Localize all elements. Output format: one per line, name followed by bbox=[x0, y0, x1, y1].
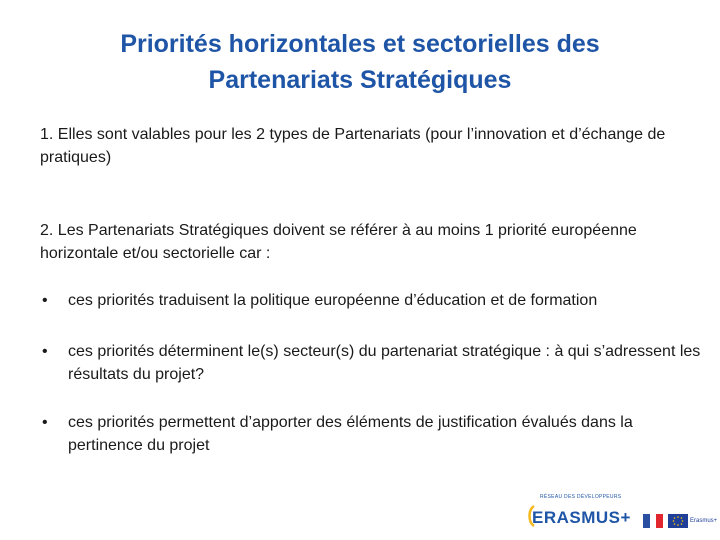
eu-program-label: Erasmus+ bbox=[690, 518, 718, 524]
bullet-dot: • bbox=[42, 414, 48, 431]
network-label: RÉSEAU DES DÉVELOPPEURS bbox=[540, 494, 622, 500]
bullet-text: ces priorités permettent d’apporter des éléments de justification évalués dans la pertinence du projet bbox=[68, 414, 633, 454]
bullet-text: ces priorités déterminent le(s) secteur(s) du partenariat stratégique : à qui s’adressent les résultats du projet? bbox=[68, 343, 701, 383]
paragraph-2: 2. Les Partenariats Stratégiques doivent se référer à au moins 1 priorité européenne horizontale et/ou sectorielle car : bbox=[40, 222, 637, 262]
erasmus-plus: + bbox=[620, 508, 631, 527]
erasmus-text: ERASMUS bbox=[532, 508, 621, 527]
bullet-dot: • bbox=[42, 343, 48, 360]
paragraph-1: 1. Elles sont valables pour les 2 types de Partenariats (pour l’innovation et d’échange de pratiques) bbox=[40, 126, 666, 166]
erasmus-logo bbox=[532, 508, 631, 528]
footer-logos bbox=[520, 492, 720, 538]
title-line-2: Partenariats Stratégiques bbox=[208, 66, 512, 94]
bullet-text: ces priorités traduisent la politique européenne d’éducation et de formation bbox=[68, 292, 598, 309]
slide-title bbox=[40, 26, 680, 98]
french-republic-flag-icon bbox=[643, 514, 663, 528]
title-line-1: Priorités horizontales et sectorielles des bbox=[120, 30, 600, 58]
bullet-dot: • bbox=[42, 292, 48, 309]
eu-flag-icon bbox=[668, 514, 688, 528]
